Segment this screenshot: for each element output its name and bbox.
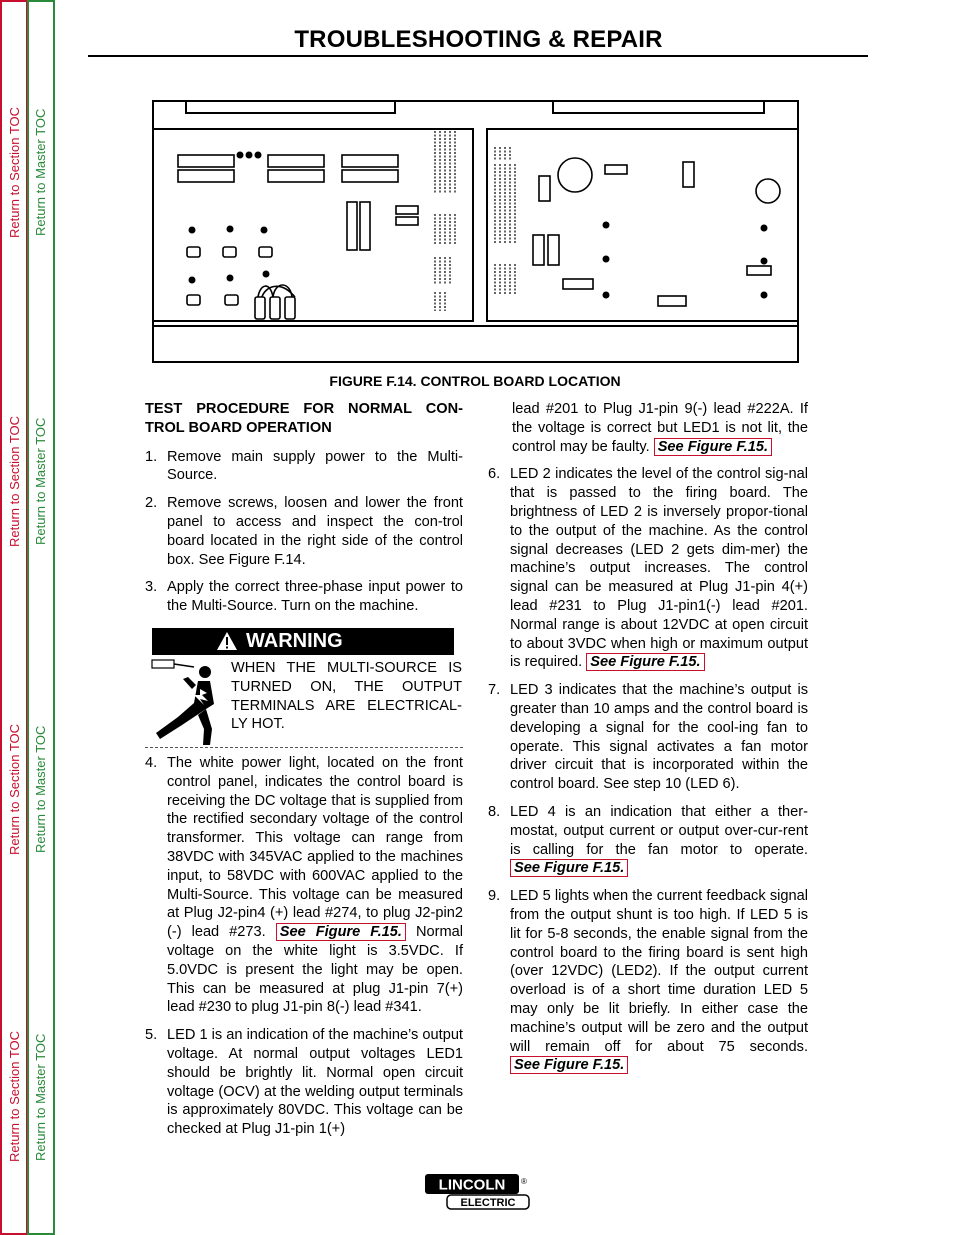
procedure-step: 6. LED 2 indicates the level of the control sig-nal that is passed to the firing board. The brightness of LED 2 is inversely propor-tional to the output of the machine. As the control signal decreases (LED 2 gets dim-mer) the machine’s output increases. The control signal can be measured at Plug J1-pin 4(+) lead #231 to Plug J1-pin1(-) lead #201. Normal range is about 12VDC at open circuit to about 3VDC when high or maximum output is required. See Figure F.15.: [488, 466, 808, 671]
return-to-section-toc-link[interactable]: Return to Section TOC: [7, 723, 22, 855]
right-column: [488, 400, 808, 1084]
procedure-step: 5. LED 1 is an indication of the machine’s output voltage. At normal output voltages LED1 should be brightly lit. Normal open circuit voltage (OCV) at the welding output terminals is approximately 80VDC. This voltage can be checked at Plug J1-pin 1(+): [145, 1027, 463, 1138]
lincoln-electric-logo: [424, 1173, 530, 1210]
procedure-step: 8. LED 4 is an indication that either a ther-mostat, output current or output over-cur-rent is calling for the fan motor to operate. See Figure F.15.: [488, 803, 808, 877]
return-to-master-toc-link[interactable]: Return to Master TOC: [33, 417, 48, 545]
procedure-step: 1. Remove main supply power to the Multi-Source.: [145, 448, 463, 484]
see-figure-link[interactable]: See Figure F.15.: [276, 923, 406, 941]
see-figure-link[interactable]: See Figure F.15.: [510, 859, 628, 877]
warning-box: [145, 659, 463, 747]
warning-label: WARNING: [246, 630, 343, 653]
logo-line1: LINCOLN: [438, 1176, 506, 1194]
title-rule: [88, 55, 868, 57]
procedure-step-continued: lead #201 to Plug J1-pin 9(-) lead #222A. If the voltage is correct but LED1 is not lit, the control may be faulty. See Figure F.15.: [512, 401, 808, 455]
procedure-step: 2. Remove screws, loosen and lower the front panel to access and inspect the con-trol board located in the right side of the control box. See Figure F.14.: [145, 495, 463, 568]
see-figure-link[interactable]: See Figure F.15.: [654, 438, 772, 456]
logo-registered-mark: ®: [521, 1177, 527, 1186]
procedure-step: 9. LED 5 lights when the current feedback signal from the output shunt is too high. If LED 5 is lit for 5-8 seconds, the enable signal from the control board to the firing board is sent high (over 12VDC) (LED2). If the output current overload is of a short time duration LED 5 may only be lit briefly. In either case the machine’s output will be zero and the output will remain off for about 75 seconds. See Figure F.15.: [488, 888, 808, 1074]
see-figure-link[interactable]: See Figure F.15.: [586, 653, 704, 671]
return-to-section-toc-link[interactable]: Return to Section TOC: [7, 106, 22, 238]
page-title: TROUBLESHOOTING & REPAIR: [294, 26, 663, 53]
return-to-master-toc-link[interactable]: Return to Master TOC: [33, 108, 48, 236]
control-board-figure: [150, 99, 800, 364]
return-to-section-toc-link[interactable]: Return to Section TOC: [7, 1030, 22, 1162]
electric-shock-icon: [150, 659, 230, 747]
warning-banner: [152, 628, 454, 655]
return-to-section-toc-link[interactable]: Return to Section TOC: [7, 415, 22, 547]
see-figure-link[interactable]: See Figure F.15.: [510, 1056, 628, 1074]
logo-line2: ELECTRIC: [460, 1197, 516, 1209]
figure-caption: FIGURE F.14. CONTROL BOARD LOCATION: [329, 373, 621, 389]
procedure-step: 7. LED 3 indicates that the machine’s output is greater than 10 amps and the control board is developing a signal for the cool-ing fan to operate. This signal activates a fan motor driver circuit that is incorporated within the control board. See step 10 (LED 6).: [488, 682, 808, 793]
warning-divider: [145, 747, 463, 748]
procedure-step: 4. The white power light, located on the front control panel, indicates the control board is receiving the DC voltage that is supplied from the rectified secondary voltage of the control transformer. This voltage can range from 38VDC with 345VAC applied to the machines input, to 58VDC with 600VAC applied to the Multi-Source. This voltage can be measured at Plug J2-pin4 (+) lead #274, to plug J2-pin2 (-) lead #273. See Figure F.15. Normal voltage on the white light is 3.5VDC. If 5.0VDC is present the light may be open. This can be measured at plug J1-pin 7(+) lead #230 to plug J1-pin 8(-) lead #341.: [145, 754, 463, 1016]
warning-text: WHEN THE MULTI-SOURCE IS TURNED ON, THE OUTPUT TERMINALS ARE ELECTRICAL-LY HOT.: [231, 659, 462, 733]
master-toc-bar: [27, 0, 55, 1235]
return-to-master-toc-link[interactable]: Return to Master TOC: [33, 725, 48, 853]
procedure-step: 3. Apply the correct three-phase input power to the Multi-Source. Turn on the machine.: [145, 579, 463, 615]
return-to-master-toc-link[interactable]: Return to Master TOC: [33, 1033, 48, 1161]
procedure-heading: TEST PROCEDURE FOR NORMAL CON-TROL BOARD OPERATION: [145, 401, 463, 436]
left-column: [145, 400, 463, 1148]
section-toc-bar: [0, 0, 28, 1235]
warning-triangle-icon: [216, 631, 238, 651]
